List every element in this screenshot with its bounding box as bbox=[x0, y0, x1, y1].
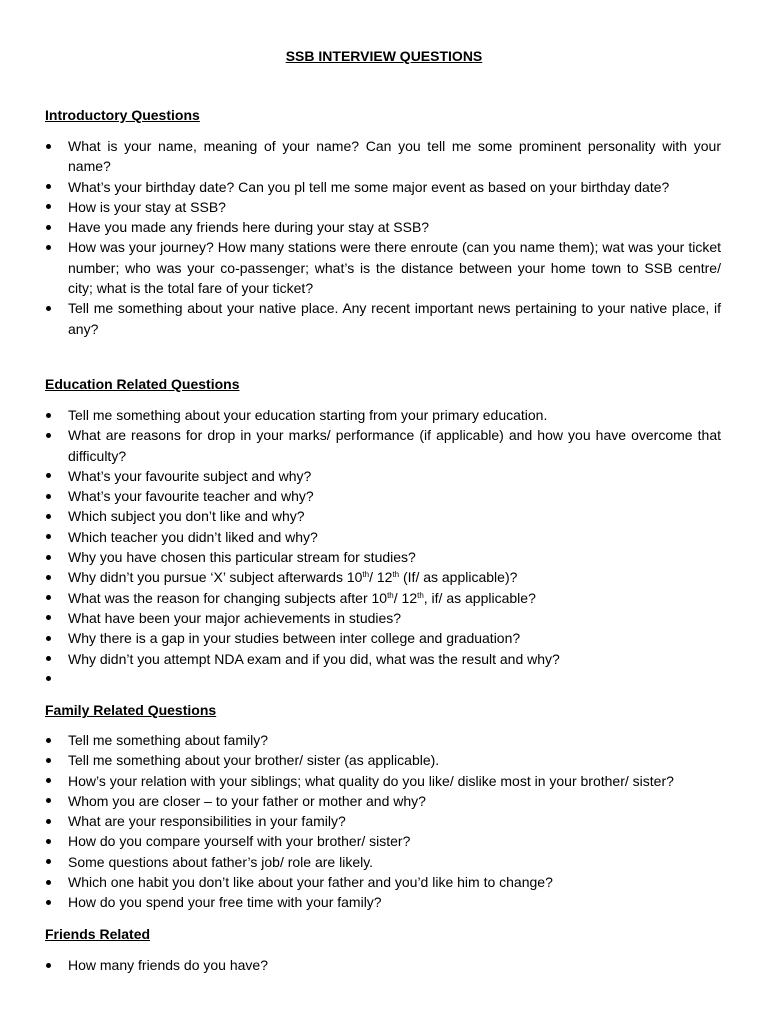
section-heading-education: Education Related Questions bbox=[45, 376, 240, 392]
list-item: What’s your favourite subject and why? bbox=[45, 466, 721, 486]
section-heading-friends: Friends Related bbox=[45, 926, 151, 942]
list-item: Tell me something about your native place. Any recent important news pertaining to your native place, if any? bbox=[45, 298, 721, 339]
list-item: Which subject you don’t like and why? bbox=[45, 506, 721, 526]
family-questions-list bbox=[45, 730, 721, 913]
superscript: th bbox=[362, 570, 370, 580]
list-item-text: Why didn’t you pursue ‘X’ subject afterwards 10 bbox=[68, 569, 363, 586]
list-item-text: (If/ as applicable)? bbox=[399, 569, 518, 586]
list-item bbox=[45, 669, 721, 689]
education-questions-list bbox=[45, 405, 721, 689]
list-item: What is your name, meaning of your name? Can you tell me some prominent personality with your name? bbox=[45, 136, 721, 177]
list-item: What’s your birthday date? Can you pl tell me some major event as based on your birthday date? bbox=[45, 177, 721, 197]
list-item: Which teacher you didn’t liked and why? bbox=[45, 527, 721, 547]
list-item-text: What was the reason for changing subjects after 10 bbox=[68, 589, 388, 606]
list-item: How was your journey? How many stations were there enroute (can you name them); wat was your ticket number; who was your co-passenger; what’s is the distance between your home town to SSB centre/ city; what is the total fare of your ticket? bbox=[45, 237, 721, 298]
superscript: th bbox=[387, 590, 394, 600]
list-item bbox=[45, 567, 721, 587]
list-item bbox=[45, 588, 721, 608]
list-item: Tell me something about your brother/ sister (as applicable). bbox=[45, 750, 721, 770]
list-item: How many friends do you have? bbox=[45, 955, 721, 975]
list-item: How’s your relation with your siblings; what quality do you like/ dislike most in your brother/ sister? bbox=[45, 771, 721, 791]
superscript: th bbox=[417, 590, 424, 600]
list-item: Have you made any friends here during your stay at SSB? bbox=[45, 217, 721, 237]
document-title: SSB INTERVIEW QUESTIONS bbox=[285, 48, 483, 64]
list-item: Tell me something about your education starting from your primary education. bbox=[45, 405, 721, 425]
list-item: Why didn’t you attempt NDA exam and if you did, what was the result and why? bbox=[45, 649, 721, 669]
list-item: How is your stay at SSB? bbox=[45, 197, 721, 217]
list-item: Some questions about father’s job/ role are likely. bbox=[45, 852, 721, 872]
superscript: th bbox=[392, 570, 400, 580]
section-heading-family: Family Related Questions bbox=[45, 702, 217, 718]
list-item: What have been your major achievements in studies? bbox=[45, 608, 721, 628]
friends-questions-list bbox=[45, 955, 721, 975]
list-item: How do you compare yourself with your brother/ sister? bbox=[45, 831, 721, 851]
introductory-questions-list bbox=[45, 136, 721, 339]
section-heading-introductory: Introductory Questions bbox=[45, 107, 200, 123]
list-item: How do you spend your free time with your family? bbox=[45, 892, 721, 912]
list-item: Which one habit you don’t like about your father and you’d like him to change? bbox=[45, 872, 721, 892]
list-item-text: / 12 bbox=[369, 569, 393, 586]
list-item: Why you have chosen this particular stream for studies? bbox=[45, 547, 721, 567]
list-item: Tell me something about family? bbox=[45, 730, 721, 750]
list-item-text: / 12 bbox=[393, 589, 418, 606]
list-item: What are reasons for drop in your marks/ performance (if applicable) and how you have overcome that difficulty? bbox=[45, 425, 721, 466]
list-item: What are your responsibilities in your family? bbox=[45, 811, 721, 831]
list-item: What’s your favourite teacher and why? bbox=[45, 486, 721, 506]
list-item-text: , if/ as applicable? bbox=[423, 589, 536, 606]
list-item: Why there is a gap in your studies between inter college and graduation? bbox=[45, 628, 721, 648]
list-item: Whom you are closer – to your father or mother and why? bbox=[45, 791, 721, 811]
